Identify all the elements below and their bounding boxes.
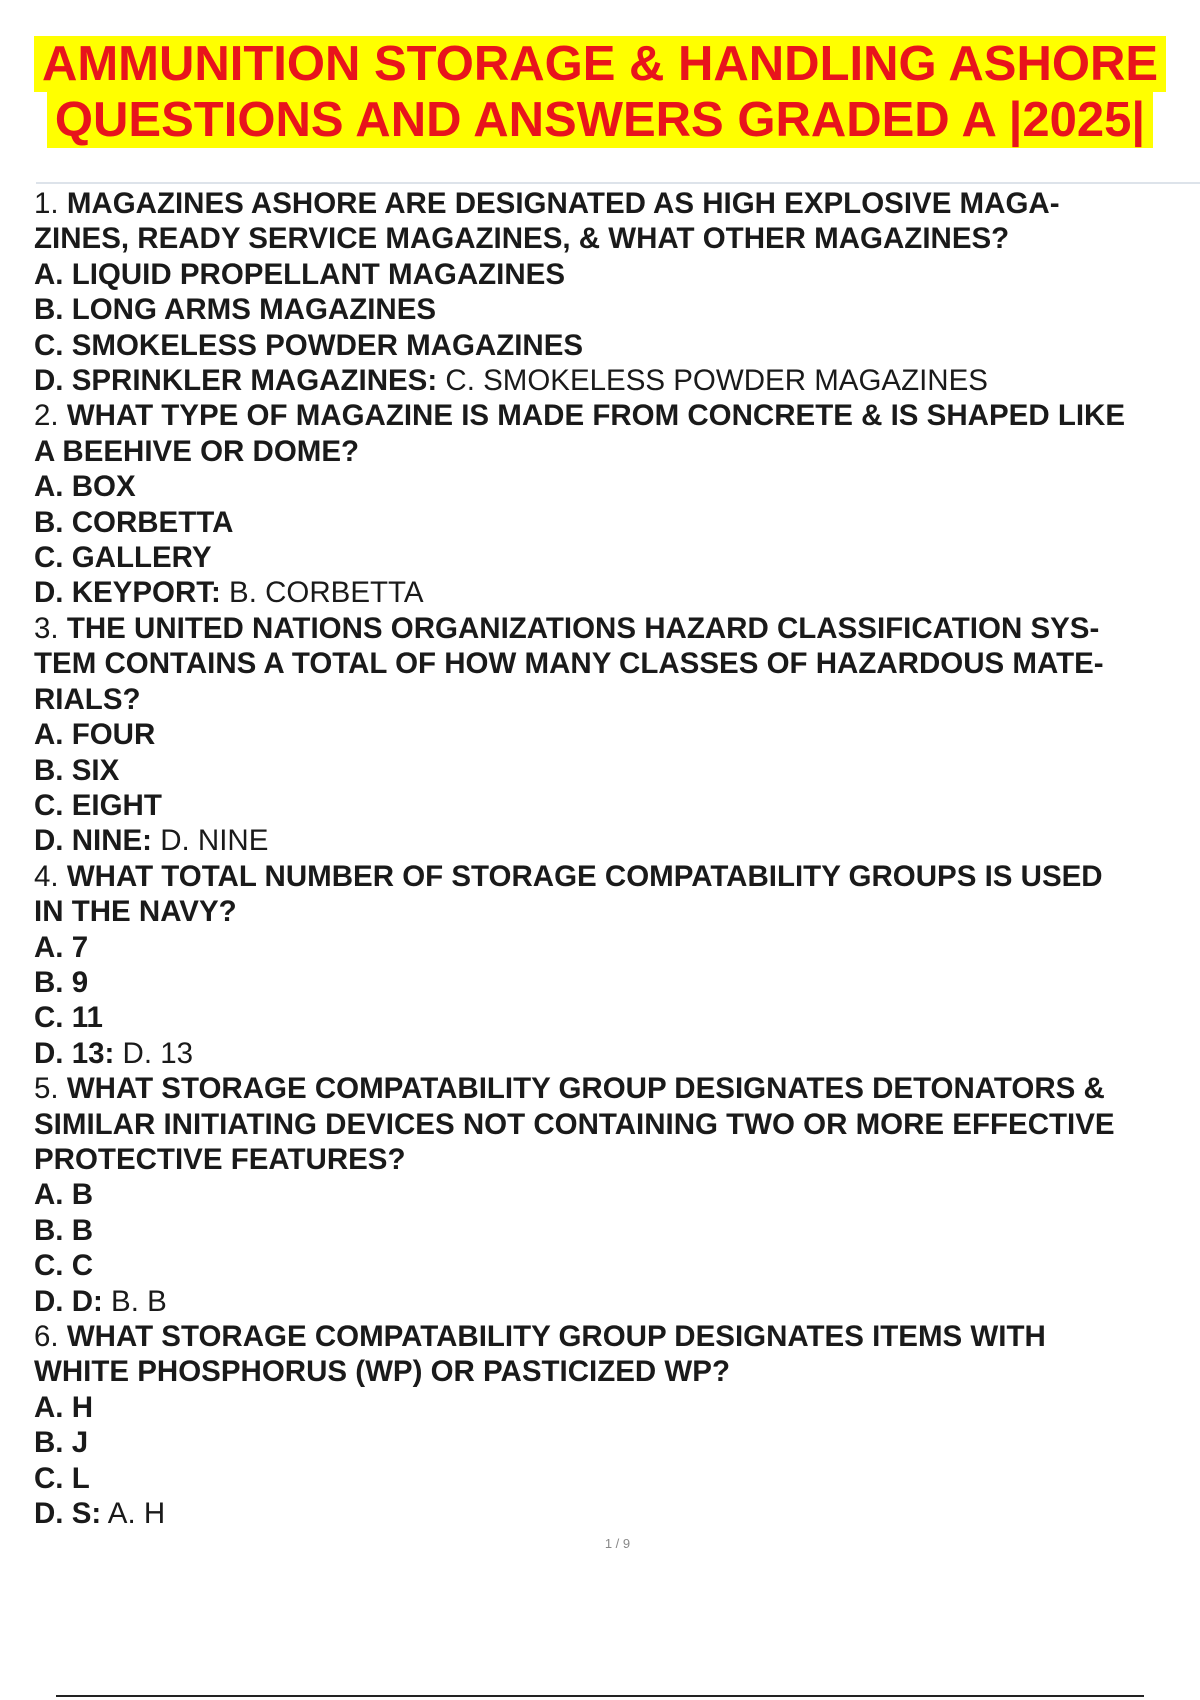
title-line-2: QUESTIONS AND ANSWERS GRADED A |2025|: [47, 92, 1153, 148]
option-d: D. SPRINKLER MAGAZINES:: [34, 364, 438, 398]
question-item: [34, 398, 1200, 610]
question-number: 3.: [34, 611, 59, 645]
option-c: C. L: [34, 1461, 90, 1495]
option-a: A. 7: [34, 930, 89, 964]
question-number: 4.: [34, 859, 59, 893]
option-b: B. CORBETTA: [34, 505, 234, 539]
question-line: IN THE NAVY?: [34, 895, 237, 929]
answer: B. B: [102, 1284, 167, 1318]
answer: A. H: [101, 1497, 166, 1531]
option-a: A. B: [34, 1178, 93, 1212]
question-line: RIALS?: [34, 682, 141, 716]
question-line: SIMILAR INITIATING DEVICES NOT CONTAINING TWO OR MORE EFFECTIVE: [34, 1107, 1115, 1141]
answer: B. CORBETTA: [220, 576, 424, 610]
question-line: WHITE PHOSPHORUS (WP) OR PASTICIZED WP?: [34, 1355, 730, 1389]
option-c: C. C: [34, 1249, 93, 1283]
question-line: PROTECTIVE FEATURES?: [34, 1142, 406, 1176]
question-line: 5. WHAT STORAGE COMPATABILITY GROUP DESIGNATES DETONATORS &: [34, 1072, 1105, 1106]
question-item: [34, 1071, 1200, 1319]
option-c: C. EIGHT: [34, 788, 162, 822]
bottom-divider: [56, 1695, 1144, 1697]
page-indicator: 1 / 9: [604, 1536, 631, 1551]
option-d-with-answer: [34, 1284, 1200, 1319]
option-b: B. J: [34, 1426, 89, 1460]
option-d-with-answer: [34, 575, 1200, 610]
question-line: 4. WHAT TOTAL NUMBER OF STORAGE COMPATABILITY GROUPS IS USED: [34, 859, 1103, 893]
option-d: D. NINE:: [34, 824, 152, 858]
question-item: [34, 611, 1200, 859]
option-c: C. SMOKELESS POWDER MAGAZINES: [34, 328, 584, 362]
question-item: [34, 186, 1200, 398]
document-title: [0, 36, 1200, 148]
option-a: A. H: [34, 1390, 93, 1424]
option-a: A. FOUR: [34, 718, 156, 752]
option-c: C. 11: [34, 1001, 103, 1035]
option-d: D. 13:: [34, 1036, 115, 1070]
option-d-with-answer: [34, 363, 1200, 398]
title-divider: [36, 182, 1200, 184]
question-item: [34, 859, 1200, 1071]
answer: D. NINE: [152, 824, 269, 858]
question-number: 5.: [34, 1072, 59, 1106]
question-line: 2. WHAT TYPE OF MAGAZINE IS MADE FROM CONCRETE & IS SHAPED LIKE: [34, 399, 1126, 433]
title-line-1: AMMUNITION STORAGE & HANDLING ASHORE: [34, 36, 1166, 92]
option-b: B. 9: [34, 965, 89, 999]
option-a: A. LIQUID PROPELLANT MAGAZINES: [34, 257, 565, 291]
option-d: D. D:: [34, 1284, 103, 1318]
question-line: ZINES, READY SERVICE MAGAZINES, & WHAT OTHER MAGAZINES?: [34, 222, 1010, 256]
option-d-with-answer: [34, 1496, 1200, 1531]
question-line: 1. MAGAZINES ASHORE ARE DESIGNATED AS HIGH EXPLOSIVE MAGA-: [34, 187, 1060, 220]
question-number: 2.: [34, 399, 59, 433]
answer: C. SMOKELESS POWDER MAGAZINES: [437, 364, 988, 398]
question-line: TEM CONTAINS A TOTAL OF HOW MANY CLASSES OF HAZARDOUS MATE-: [34, 647, 1104, 681]
answer: D. 13: [114, 1036, 194, 1070]
option-d: D. KEYPORT:: [34, 576, 221, 610]
question-number: 1.: [34, 187, 59, 220]
option-b: B. B: [34, 1213, 93, 1247]
question-line: 3. THE UNITED NATIONS ORGANIZATIONS HAZARD CLASSIFICATION SYS-: [34, 611, 1100, 645]
option-b: B. SIX: [34, 753, 120, 787]
option-c: C. GALLERY: [34, 541, 212, 575]
option-b: B. LONG ARMS MAGAZINES: [34, 293, 437, 327]
option-d-with-answer: [34, 1036, 1200, 1071]
option-d: D. S:: [34, 1497, 102, 1531]
option-d-with-answer: [34, 823, 1200, 858]
question-line: 6. WHAT STORAGE COMPATABILITY GROUP DESIGNATES ITEMS WITH: [34, 1320, 1046, 1353]
question-line: A BEEHIVE OR DOME?: [34, 434, 360, 468]
question-list: [34, 186, 1200, 1531]
question-item: [34, 1319, 1200, 1531]
question-number: 6.: [34, 1320, 59, 1353]
option-a: A. BOX: [34, 470, 136, 504]
